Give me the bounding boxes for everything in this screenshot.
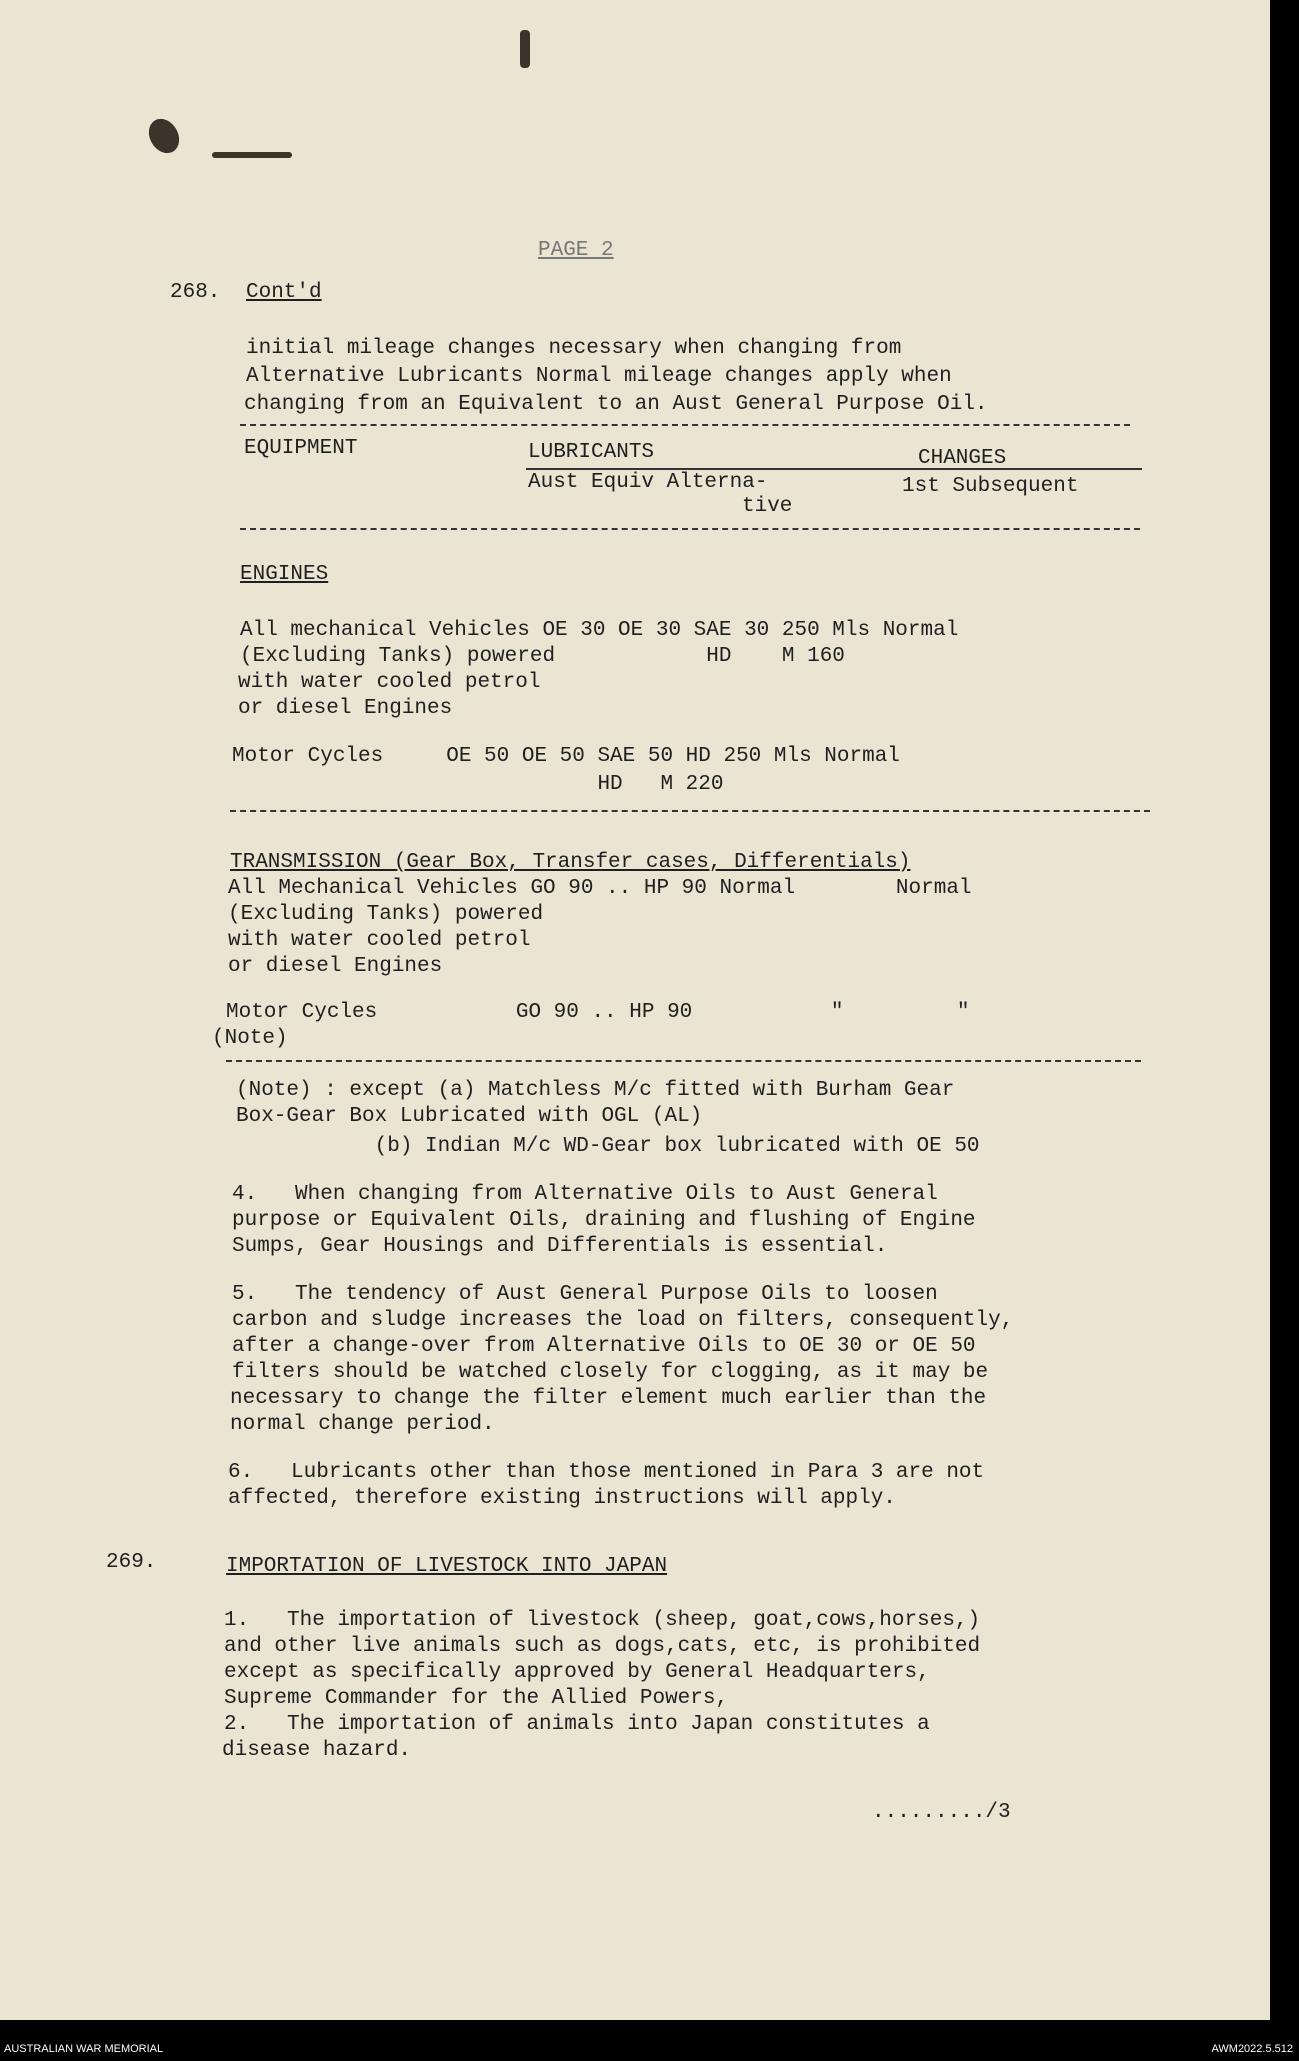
- item-5-line: 5. The tendency of Aust General Purpose Oils to loosen: [232, 1283, 938, 1306]
- paragraph-number-268: 268.: [170, 281, 221, 304]
- item-5-line: after a change-over from Alternative Oils to OE 30 or OE 50: [232, 1335, 976, 1358]
- punch-hole-mark: [212, 152, 292, 158]
- item-4-line: purpose or Equivalent Oils, draining and flushing of Engine: [232, 1209, 976, 1232]
- table-header-bottom-rule: [240, 528, 1140, 530]
- intro-line: Alternative Lubricants Normal mileage changes apply when: [246, 365, 952, 388]
- table-bottom-rule: [226, 1060, 1141, 1062]
- engines-section-rule: [230, 810, 1150, 812]
- column-header-changes: CHANGES: [918, 447, 1007, 470]
- engines-row-line: (Excluding Tanks) powered HD M 160: [240, 645, 845, 668]
- item-1-line: 1. The importation of livestock (sheep, goat,cows,horses,): [224, 1609, 981, 1632]
- paragraph-number-269: 269.: [106, 1551, 157, 1574]
- column-header-equipment: EQUIPMENT: [244, 437, 358, 460]
- footer-left: AUSTRALIAN WAR MEMORIAL: [4, 2043, 164, 2055]
- item-4-line: Sumps, Gear Housings and Differentials is essential.: [232, 1235, 888, 1258]
- punch-hole-mark: [520, 30, 530, 68]
- contd-label: Cont'd: [246, 281, 322, 304]
- motor-cycles-row-line: Motor Cycles OE 50 OE 50 SAE 50 HD 250 Mls Normal: [232, 745, 900, 768]
- archive-footer: [0, 2040, 1299, 2061]
- intro-line: initial mileage changes necessary when changing from: [246, 337, 902, 360]
- subheader-tive: tive: [742, 495, 793, 518]
- item-2-line: 2. The importation of animals into Japan constitutes a: [224, 1713, 930, 1736]
- transmission-row-line: (Excluding Tanks) powered: [228, 903, 544, 926]
- item-5-line: carbon and sludge increases the load on filters, consequently,: [232, 1309, 1014, 1332]
- table-top-rule: [240, 424, 1130, 426]
- subheader-aust-equiv: Aust Equiv Alterna-: [528, 471, 768, 494]
- item-5-line: filters should be watched closely for clogging, as it may be: [232, 1361, 989, 1384]
- note-line: (Note) : except (a) Matchless M/c fitted with Burham Gear: [236, 1079, 955, 1102]
- engines-heading: ENGINES: [240, 563, 329, 586]
- transmission-row-line: All Mechanical Vehicles GO 90 .. HP 90 Normal Normal: [228, 877, 972, 900]
- transmission-motor-cycles-line: (Note): [212, 1027, 288, 1050]
- engines-row-line: or diesel Engines: [238, 697, 453, 720]
- item-6-line: 6. Lubricants other than those mentioned in Para 3 are not: [228, 1461, 985, 1484]
- footer-right: AWM2022.5.512: [1211, 2043, 1293, 2055]
- column-header-lubricants: LUBRICANTS: [528, 441, 655, 464]
- item-1-line: Supreme Commander for the Allied Powers,: [224, 1687, 729, 1710]
- livestock-heading: IMPORTATION OF LIVESTOCK INTO JAPAN: [226, 1555, 668, 1578]
- item-4-line: 4. When changing from Alternative Oils to Aust General: [232, 1183, 938, 1206]
- transmission-heading: TRANSMISSION (Gear Box, Transfer cases, Differentials): [230, 851, 911, 874]
- item-2-line: disease hazard.: [222, 1739, 412, 1762]
- transmission-row-line: or diesel Engines: [228, 955, 443, 978]
- motor-cycles-row-line: HD M 220: [232, 773, 724, 796]
- note-line: (b) Indian M/c WD-Gear box lubricated with OE 50: [236, 1135, 980, 1158]
- transmission-row-line: with water cooled petrol: [228, 929, 531, 952]
- item-6-line: affected, therefore existing instructions will apply.: [228, 1487, 896, 1510]
- punch-hole-mark: [143, 113, 185, 158]
- item-5-line: necessary to change the filter element much earlier than the: [230, 1387, 987, 1410]
- engines-row-line: All mechanical Vehicles OE 30 OE 30 SAE 30 250 Mls Normal: [240, 619, 959, 642]
- page-marker: PAGE 2: [538, 239, 614, 262]
- intro-line: changing from an Equivalent to an Aust General Purpose Oil.: [244, 393, 988, 416]
- item-1-line: except as specifically approved by General Headquarters,: [224, 1661, 930, 1684]
- transmission-motor-cycles-line: Motor Cycles GO 90 .. HP 90 " ": [226, 1001, 970, 1024]
- item-5-line: normal change period.: [230, 1413, 495, 1436]
- item-1-line: and other live animals such as dogs,cats, etc, is prohibited: [224, 1635, 981, 1658]
- continuation-marker: ........./3: [872, 1801, 1011, 1824]
- note-line: Box-Gear Box Lubricated with OGL (AL): [236, 1105, 703, 1128]
- subheader-first-subsequent: 1st Subsequent: [902, 475, 1079, 498]
- engines-row-line: with water cooled petrol: [238, 671, 541, 694]
